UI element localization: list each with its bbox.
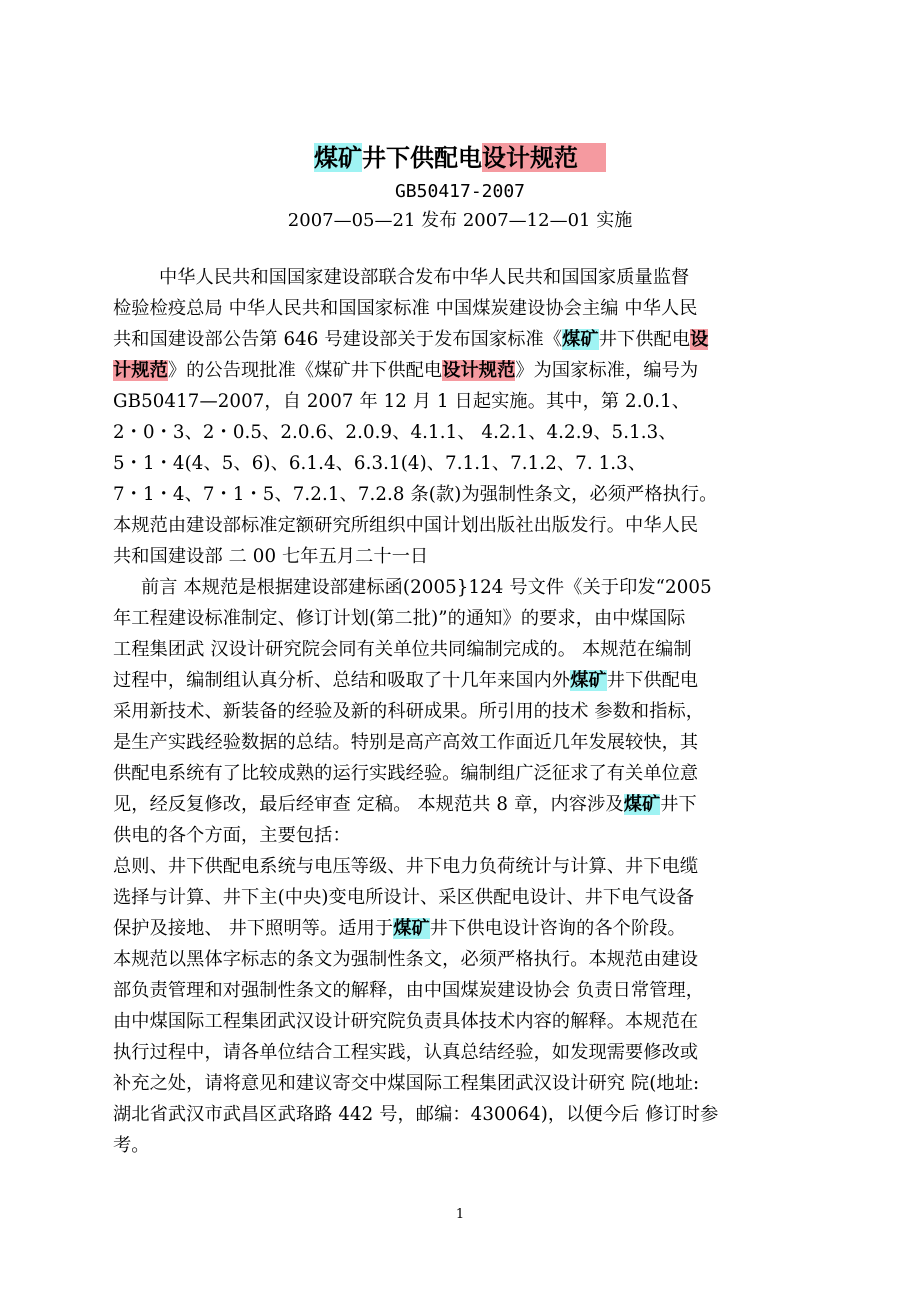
- para2-line19: 考。: [113, 1135, 150, 1156]
- para2-line18: 湖北省武汉市武昌区武珞路 442 号，邮编：430064)，以便今后 修订时参: [113, 1104, 719, 1125]
- para1-line4: [113, 355, 808, 386]
- text-span: 见，经反复修改，最后经审查 定稿。 本规范共 8 章，内容涉及: [113, 794, 624, 815]
- para2-line5: 采用新技术、新装备的经验及新的科研成果。所引用的技术 参数和指标，: [113, 701, 705, 722]
- text-span: 共和国建设部公告第 646 号建设部关于发布国家标准《: [113, 329, 563, 350]
- para1-line3: [113, 324, 808, 355]
- para1-line10: 共和国建设部 二 00 七年五月二十一日: [113, 546, 429, 567]
- keyword-coal-mine: 煤矿: [570, 670, 607, 691]
- para2-line17: 补充之处，请将意见和建议寄交中煤国际工程集团武汉设计研究 院(地址:: [113, 1073, 700, 1094]
- keyword-coal-mine: 煤矿: [562, 329, 599, 350]
- para2-line11: 选择与计算、井下主(中央)变电所设计、采区供配电设计、井下电气设备: [113, 887, 695, 908]
- document-title: [0, 138, 920, 178]
- text-span: 井下: [660, 794, 697, 815]
- standard-code: GB50417-2007: [394, 181, 526, 202]
- keyword-design-code: 计规范: [113, 360, 168, 381]
- para2-line2: 年工程建设标准制定、修订计划(第二批)”的通知》的要求，由中煤国际: [113, 608, 686, 629]
- para1-line5: GB50417—2007，自 2007 年 12 月 1 日起实施。其中，第 2.0.1、: [113, 391, 691, 412]
- para2-line3: 工程集团武 汉设计研究院会同有关单位共同编制完成的。 本规范在编制: [113, 639, 692, 660]
- text-span: 》的公告现批准《煤矿井下供配电: [167, 360, 443, 381]
- para2-line12: [113, 913, 808, 944]
- title-highlight-coal-mine: 煤矿: [314, 143, 362, 172]
- keyword-design: 设: [690, 329, 709, 350]
- title-highlight-design-code: 设计规范: [482, 143, 606, 172]
- para2-line6: 是生产实践经验数据的总结。特别是高产高效工作面近几年发展较快，其: [113, 732, 699, 753]
- para2-line14: 部负责管理和对强制性条文的解释，由中国煤炭建设协会 负责日常管理，: [113, 980, 705, 1001]
- para2-line13: 本规范以黑体字标志的条文为强制性条文，必须严格执行。本规范由建设: [113, 949, 699, 970]
- keyword-design-code: 设计规范: [442, 360, 516, 381]
- text-span: 井下供配电: [606, 670, 699, 691]
- page-number: 1: [455, 1207, 465, 1222]
- keyword-coal-mine: 煤矿: [623, 794, 661, 815]
- para1-line7: 5・1・4(4、5、6)、6.1.4、6.3.1(4)、7.1.1、7.1.2、7. 1.3、: [113, 453, 647, 474]
- para2-line16: 执行过程中，请各单位结合工程实践，认真总结经验，如发现需要修改或: [113, 1042, 699, 1063]
- para1-line2: 检验检疫总局 中华人民共和国国家标准 中国煤炭建设协会主编 中华人民: [113, 298, 698, 319]
- body-text: [113, 262, 808, 1161]
- para1-line1: 中华人民共和国国家建设部联合发布中华人民共和国国家质量监督: [159, 267, 690, 288]
- para2-line4: [113, 665, 808, 696]
- publish-dates: 2007—05—21 发布 2007—12—01 实施: [287, 210, 633, 231]
- title-middle: 井下供配电: [362, 143, 482, 172]
- para2-line7: 供配电系统有了比较成熟的运行实践经验。编制组广泛征求了有关单位意: [113, 763, 699, 784]
- text-span: 井下供电设计咨询的各个阶段。: [429, 918, 686, 939]
- para1-line6: 2・0・3、2・0.5、2.0.6、2.0.9、4.1.1、 4.2.1、4.2.9、5.1.3、: [113, 422, 677, 443]
- para2-line8: [113, 789, 808, 820]
- para2-line15: 由中煤国际工程集团武汉设计研究院负责具体技术内容的解释。本规范在: [113, 1011, 699, 1032]
- text-span: 井下供配电: [598, 329, 691, 350]
- para1-line9: 本规范由建设部标准定额研究所组织中国计划出版社出版发行。中华人民: [113, 515, 699, 536]
- para2-line1: 前言 本规范是根据建设部建标函(2005}124 号文件《关于印发“2005: [141, 577, 712, 598]
- text-span: 保护及接地、 井下照明等。适用于: [113, 918, 394, 939]
- text-span: 过程中，编制组认真分析、总结和吸取了十几年来国内外: [113, 670, 571, 691]
- para1-line8: 7・1・4、7・1・5、7.2.1、7.2.8 条(款)为强制性条文，必须严格执行。: [113, 484, 718, 505]
- para2-line9: 供电的各个方面，主要包括：: [113, 825, 351, 846]
- text-span: 》为国家标准，编号为: [515, 360, 699, 381]
- para2-line10: 总则、井下供配电系统与电压等级、井下电力负荷统计与计算、井下电缆: [113, 856, 699, 877]
- keyword-coal-mine: 煤矿: [393, 918, 430, 939]
